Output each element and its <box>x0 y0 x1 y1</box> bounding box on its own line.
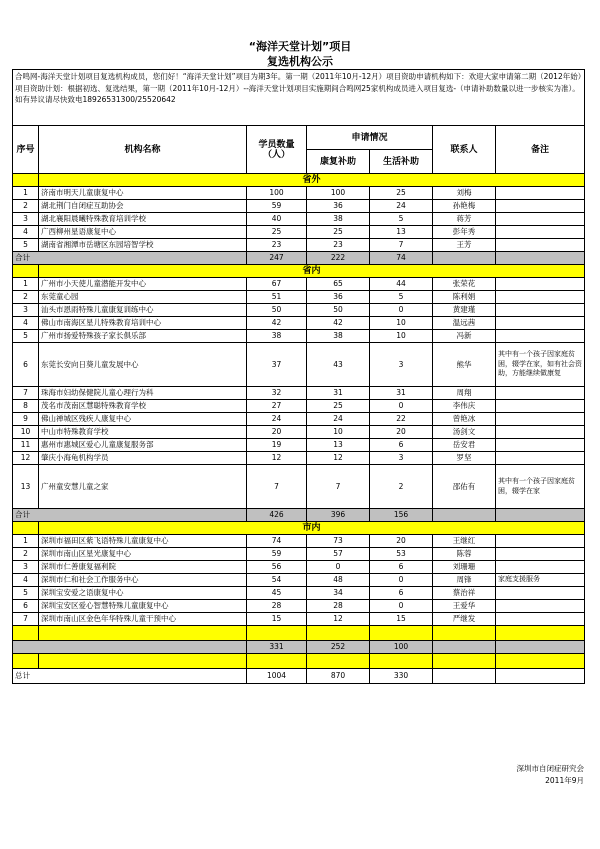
blank-cell <box>370 626 433 641</box>
blank-cell <box>496 626 585 641</box>
table-row <box>13 439 585 452</box>
row-remark <box>496 426 585 439</box>
row-students: 15 <box>247 613 307 626</box>
row-org: 深圳宝安区爱心智慧特殊儿童康复中心 <box>39 600 247 613</box>
row-students: 7 <box>247 465 307 509</box>
row-rehab: 7 <box>307 465 370 509</box>
table-row <box>13 330 585 343</box>
blank-cell <box>39 654 247 669</box>
row-rehab: 23 <box>307 239 370 252</box>
row-contact: 李伟庆 <box>433 400 496 413</box>
header-remark: 备注 <box>496 126 585 174</box>
row-rehab: 12 <box>307 613 370 626</box>
row-contact: 周锋 <box>433 574 496 587</box>
total-rehab: 870 <box>307 669 370 684</box>
row-remark <box>496 278 585 291</box>
row-no: 7 <box>13 613 39 626</box>
row-org: 中山市特殊教育学校 <box>39 426 247 439</box>
row-contact: 王爱华 <box>433 600 496 613</box>
row-living: 31 <box>370 387 433 400</box>
row-no: 5 <box>13 330 39 343</box>
row-students: 19 <box>247 439 307 452</box>
subtotal-label: 合计 <box>13 509 247 522</box>
header-students: 学员数量（人） <box>247 126 307 174</box>
total-blank <box>496 669 585 684</box>
row-rehab: 38 <box>307 330 370 343</box>
subtotal-blank <box>433 252 496 265</box>
row-living: 10 <box>370 330 433 343</box>
blank-cell <box>433 626 496 641</box>
row-students: 42 <box>247 317 307 330</box>
row-remark <box>496 548 585 561</box>
row-students: 32 <box>247 387 307 400</box>
table-row <box>13 426 585 439</box>
row-remark <box>496 239 585 252</box>
total-row <box>13 669 585 684</box>
row-remark <box>496 413 585 426</box>
blank-cell <box>247 626 307 641</box>
section-title: 市内 <box>39 522 585 535</box>
table-row <box>13 548 585 561</box>
row-org: 东莞长安向日葵儿童发展中心 <box>39 343 247 387</box>
row-living: 44 <box>370 278 433 291</box>
subtotal-blank <box>496 252 585 265</box>
row-living: 0 <box>370 304 433 317</box>
subtotal-blank <box>496 641 585 654</box>
row-living: 0 <box>370 600 433 613</box>
row-no: 2 <box>13 548 39 561</box>
row-students: 45 <box>247 587 307 600</box>
row-org: 珠海市妇幼保健院儿童心理行为科 <box>39 387 247 400</box>
row-remark <box>496 439 585 452</box>
row-no: 6 <box>13 600 39 613</box>
section-blank <box>13 174 39 187</box>
row-students: 24 <box>247 413 307 426</box>
subtotal-students: 426 <box>247 509 307 522</box>
subtotal-living: 100 <box>370 641 433 654</box>
row-org: 深圳宝安爱之语康复中心 <box>39 587 247 600</box>
row-rehab: 25 <box>307 226 370 239</box>
row-rehab: 48 <box>307 574 370 587</box>
row-living: 2 <box>370 465 433 509</box>
row-living: 22 <box>370 413 433 426</box>
row-contact: 罗坚 <box>433 452 496 465</box>
table-row <box>13 574 585 587</box>
row-rehab: 50 <box>307 304 370 317</box>
row-no: 7 <box>13 387 39 400</box>
row-students: 40 <box>247 213 307 226</box>
row-students: 59 <box>247 200 307 213</box>
row-no: 12 <box>13 452 39 465</box>
row-contact: 孙艳梅 <box>433 200 496 213</box>
header-living: 生活补助 <box>370 150 433 174</box>
row-remark <box>496 535 585 548</box>
blank-cell <box>39 626 247 641</box>
row-living: 20 <box>370 535 433 548</box>
row-contact: 熊华 <box>433 343 496 387</box>
table-row <box>13 452 585 465</box>
row-students: 74 <box>247 535 307 548</box>
row-living: 5 <box>370 213 433 226</box>
row-org: 深圳市南山区金色年华特殊儿童干预中心 <box>39 613 247 626</box>
row-no: 9 <box>13 413 39 426</box>
row-remark: 其中有一个孩子因家庭贫困，辍学在家，如有社会资助，方能继续做康复 <box>496 343 585 387</box>
row-org: 湖北襄阳晨曦特殊教育培训学校 <box>39 213 247 226</box>
row-remark <box>496 200 585 213</box>
table-row <box>13 613 585 626</box>
row-contact: 陈利娟 <box>433 291 496 304</box>
section-title: 省外 <box>39 174 585 187</box>
subtotal-rehab: 396 <box>307 509 370 522</box>
row-no: 5 <box>13 587 39 600</box>
section-header <box>13 265 585 278</box>
row-remark <box>496 330 585 343</box>
row-remark <box>496 317 585 330</box>
row-remark <box>496 291 585 304</box>
row-contact: 黄建瑾 <box>433 304 496 317</box>
row-students: 67 <box>247 278 307 291</box>
intro-text: 合鸣网-海洋天堂计划项目复选机构成员，您们好！“海洋天堂计划”项目为期3年。第一期（2011年10月-12月）项目资助申请机构如下：欢迎大家申请第二期（2012年始）项目资助计划：根据初选、复选结果，第一期（2011年10月-12月）--海洋天堂计划项目实施期间合鸣网25家机构成员进入项目复选-（申请补助数量以进一步核实为准）。 如有异议请尽快致电18926531300/25520642 <box>13 70 585 126</box>
row-no: 6 <box>13 343 39 387</box>
row-no: 11 <box>13 439 39 452</box>
row-no: 1 <box>13 187 39 200</box>
row-students: 27 <box>247 400 307 413</box>
blank-row <box>13 626 585 641</box>
table-row <box>13 343 585 387</box>
row-org: 惠州市惠城区爱心儿童康复服务部 <box>39 439 247 452</box>
row-remark <box>496 400 585 413</box>
row-org: 茂名市茂南区慧聪特殊教育学校 <box>39 400 247 413</box>
row-rehab: 57 <box>307 548 370 561</box>
total-living: 330 <box>370 669 433 684</box>
row-contact: 周翔 <box>433 387 496 400</box>
subtotal-row <box>13 641 585 654</box>
blank-cell <box>307 654 370 669</box>
row-no: 5 <box>13 239 39 252</box>
row-contact: 岳安君 <box>433 439 496 452</box>
row-rehab: 31 <box>307 387 370 400</box>
row-remark: 家庭支援服务 <box>496 574 585 587</box>
table-row <box>13 239 585 252</box>
blank-cell <box>247 654 307 669</box>
row-contact: 汤剑文 <box>433 426 496 439</box>
row-org: 佛山市南海区星儿特殊教育培训中心 <box>39 317 247 330</box>
subtotal-label: 合计 <box>13 252 247 265</box>
row-rehab: 0 <box>307 561 370 574</box>
row-no: 2 <box>13 200 39 213</box>
row-org: 肇庆小海龟机构学员 <box>39 452 247 465</box>
table-row <box>13 200 585 213</box>
row-no: 4 <box>13 574 39 587</box>
blank-cell <box>307 626 370 641</box>
table-row <box>13 561 585 574</box>
section-blank <box>13 265 39 278</box>
row-rehab: 10 <box>307 426 370 439</box>
row-no: 2 <box>13 291 39 304</box>
table-row <box>13 278 585 291</box>
row-students: 12 <box>247 452 307 465</box>
row-rehab: 73 <box>307 535 370 548</box>
table-row <box>13 304 585 317</box>
row-remark <box>496 187 585 200</box>
footer-org: 深圳市自闭症研究会 <box>516 764 584 773</box>
section-header <box>13 522 585 535</box>
table-row <box>13 400 585 413</box>
row-contact: 温远茜 <box>433 317 496 330</box>
subtotal-row <box>13 509 585 522</box>
header-no: 序号 <box>13 126 39 174</box>
row-students: 51 <box>247 291 307 304</box>
row-org: 深圳市福田区紫飞语特殊儿童康复中心 <box>39 535 247 548</box>
row-living: 20 <box>370 426 433 439</box>
row-contact: 邵佑有 <box>433 465 496 509</box>
blank-cell <box>496 654 585 669</box>
row-living: 25 <box>370 187 433 200</box>
section-header <box>13 174 585 187</box>
row-remark <box>496 561 585 574</box>
subtotal-blank <box>433 641 496 654</box>
header-org: 机构名称 <box>39 126 247 174</box>
row-remark <box>496 213 585 226</box>
row-contact: 王芳 <box>433 239 496 252</box>
row-living: 53 <box>370 548 433 561</box>
row-living: 0 <box>370 400 433 413</box>
table-row <box>13 535 585 548</box>
row-no: 4 <box>13 226 39 239</box>
row-remark <box>496 387 585 400</box>
row-living: 0 <box>370 574 433 587</box>
row-rehab: 25 <box>307 400 370 413</box>
row-no: 3 <box>13 213 39 226</box>
blank-cell <box>433 654 496 669</box>
row-org: 东莞童心园 <box>39 291 247 304</box>
row-students: 54 <box>247 574 307 587</box>
section-blank <box>13 522 39 535</box>
row-living: 24 <box>370 200 433 213</box>
row-students: 59 <box>247 548 307 561</box>
row-living: 6 <box>370 561 433 574</box>
row-rehab: 34 <box>307 587 370 600</box>
row-org: 汕头市恩雨特殊儿童康复训练中心 <box>39 304 247 317</box>
row-no: 1 <box>13 535 39 548</box>
row-rehab: 100 <box>307 187 370 200</box>
row-rehab: 43 <box>307 343 370 387</box>
row-living: 7 <box>370 239 433 252</box>
table-row <box>13 187 585 200</box>
row-living: 3 <box>370 343 433 387</box>
row-rehab: 28 <box>307 600 370 613</box>
blank-row <box>13 654 585 669</box>
row-rehab: 13 <box>307 439 370 452</box>
table-row <box>13 226 585 239</box>
table-row <box>13 317 585 330</box>
row-living: 13 <box>370 226 433 239</box>
row-org: 湖南省湘潭市岳塘区东园培智学校 <box>39 239 247 252</box>
row-rehab: 42 <box>307 317 370 330</box>
row-students: 28 <box>247 600 307 613</box>
row-living: 15 <box>370 613 433 626</box>
table-row <box>13 587 585 600</box>
row-students: 20 <box>247 426 307 439</box>
row-contact: 曾艳冰 <box>433 413 496 426</box>
row-living: 3 <box>370 452 433 465</box>
row-contact: 蒋芳 <box>433 213 496 226</box>
section-title: 省内 <box>39 265 585 278</box>
row-no: 3 <box>13 561 39 574</box>
row-org: 广州市小天使儿童潜能开发中心 <box>39 278 247 291</box>
total-label: 总计 <box>13 669 247 684</box>
row-org: 广州市扬爱特殊孩子家长俱乐部 <box>39 330 247 343</box>
row-remark <box>496 226 585 239</box>
row-living: 5 <box>370 291 433 304</box>
row-no: 10 <box>13 426 39 439</box>
row-rehab: 36 <box>307 200 370 213</box>
row-students: 25 <box>247 226 307 239</box>
row-contact: 陈蓉 <box>433 548 496 561</box>
row-contact: 冯新 <box>433 330 496 343</box>
page-title: “海洋天堂计划”项目 <box>248 40 352 53</box>
table-row <box>13 465 585 509</box>
row-remark <box>496 304 585 317</box>
row-no: 8 <box>13 400 39 413</box>
row-rehab: 36 <box>307 291 370 304</box>
header-apply: 申请情况 <box>307 126 433 150</box>
subtotal-rehab: 222 <box>307 252 370 265</box>
row-living: 6 <box>370 587 433 600</box>
org-table <box>12 69 585 684</box>
subtotal-row <box>13 252 585 265</box>
subtotal-rehab: 252 <box>307 641 370 654</box>
row-org: 佛山禅城区残疾人康复中心 <box>39 413 247 426</box>
subtotal-living: 74 <box>370 252 433 265</box>
row-org: 济南市明天儿童康复中心 <box>39 187 247 200</box>
row-no: 4 <box>13 317 39 330</box>
table-row <box>13 291 585 304</box>
row-students: 38 <box>247 330 307 343</box>
row-org: 广州童安慧儿童之家 <box>39 465 247 509</box>
blank-cell <box>370 654 433 669</box>
row-contact: 刘珊珊 <box>433 561 496 574</box>
row-remark <box>496 587 585 600</box>
subtotal-blank <box>433 509 496 522</box>
row-rehab: 12 <box>307 452 370 465</box>
footer-date: 2011年9月 <box>545 776 584 785</box>
row-rehab: 24 <box>307 413 370 426</box>
row-contact: 王继红 <box>433 535 496 548</box>
table-row <box>13 387 585 400</box>
total-students: 1004 <box>247 669 307 684</box>
subtotal-students: 331 <box>247 641 307 654</box>
row-org: 广西柳州星语康复中心 <box>39 226 247 239</box>
row-org: 深圳市仁善康复福利院 <box>39 561 247 574</box>
subtotal-students: 247 <box>247 252 307 265</box>
row-no: 3 <box>13 304 39 317</box>
row-rehab: 38 <box>307 213 370 226</box>
row-no: 13 <box>13 465 39 509</box>
page-subtitle: 复选机构公示 <box>267 55 333 68</box>
row-remark: 其中有一个孩子因家庭贫困，辍学在家 <box>496 465 585 509</box>
table-row <box>13 600 585 613</box>
table-row <box>13 413 585 426</box>
row-org: 深圳市南山区星光康复中心 <box>39 548 247 561</box>
total-blank <box>433 669 496 684</box>
table-row <box>13 213 585 226</box>
row-org: 深圳市仁和社会工作服务中心 <box>39 574 247 587</box>
row-students: 37 <box>247 343 307 387</box>
row-contact: 蔡治祥 <box>433 587 496 600</box>
blank-cell <box>13 654 39 669</box>
row-no: 1 <box>13 278 39 291</box>
blank-cell <box>13 626 39 641</box>
row-contact: 严继发 <box>433 613 496 626</box>
row-remark <box>496 452 585 465</box>
row-remark <box>496 600 585 613</box>
row-students: 56 <box>247 561 307 574</box>
row-remark <box>496 613 585 626</box>
row-students: 23 <box>247 239 307 252</box>
row-contact: 刘梅 <box>433 187 496 200</box>
subtotal-blank <box>496 509 585 522</box>
row-living: 6 <box>370 439 433 452</box>
row-students: 50 <box>247 304 307 317</box>
subtotal-label <box>13 641 247 654</box>
row-living: 10 <box>370 317 433 330</box>
header-contact: 联系人 <box>433 126 496 174</box>
row-contact: 彭年秀 <box>433 226 496 239</box>
row-students: 100 <box>247 187 307 200</box>
row-rehab: 65 <box>307 278 370 291</box>
row-contact: 张荣花 <box>433 278 496 291</box>
subtotal-living: 156 <box>370 509 433 522</box>
header-rehab: 康复补助 <box>307 150 370 174</box>
row-org: 湖北荆门自闭症互助协会 <box>39 200 247 213</box>
